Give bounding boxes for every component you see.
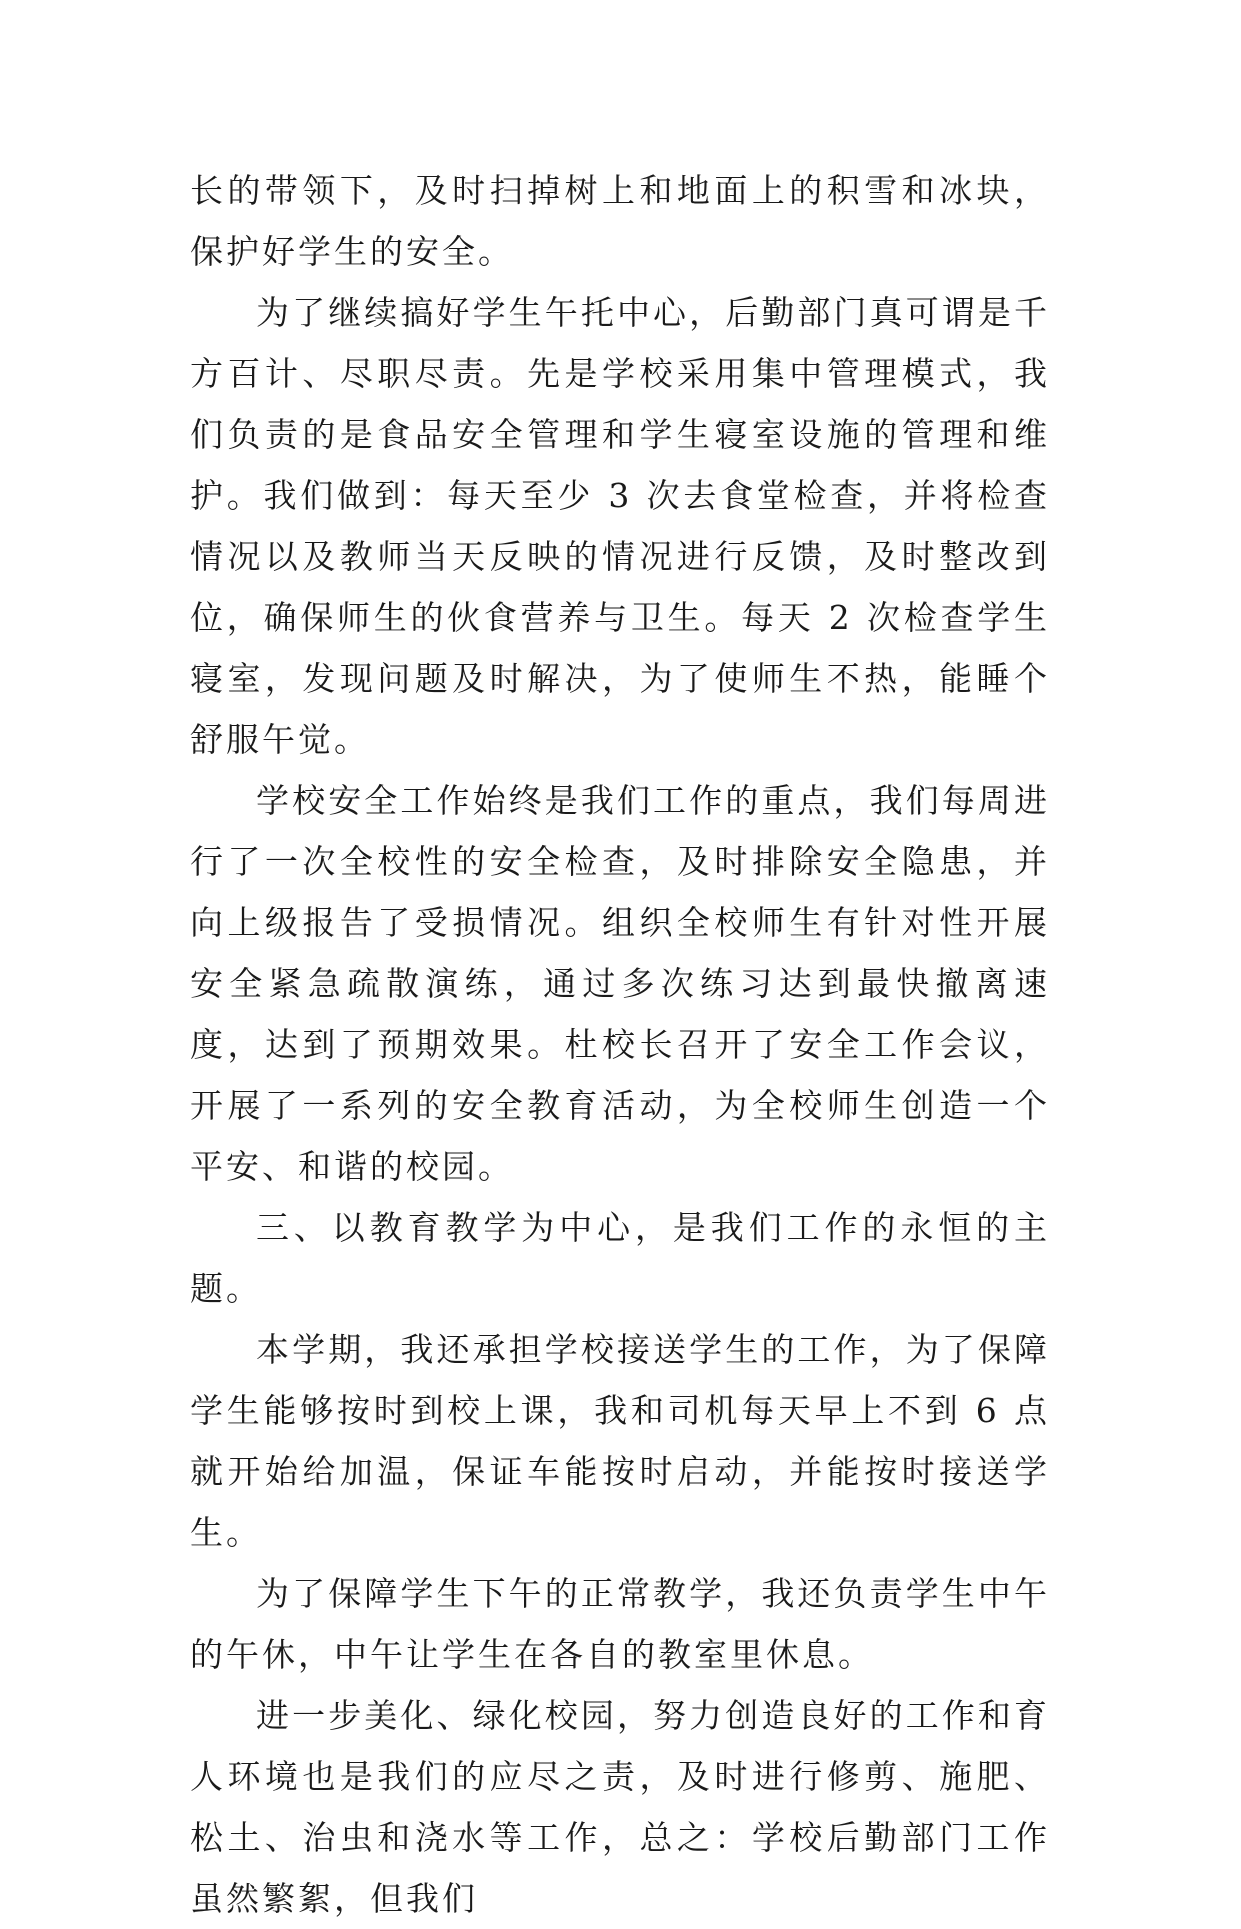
paragraph-5: 本学期，我还承担学校接送学生的工作，为了保障学生能够按时到校上课，我和司机每天早上不到 6 点就开始给加温，保证车能按时启动，并能按时接送学生。 — [190, 1330, 1050, 1552]
paragraph-4: 三、以教育教学为中心，是我们工作的永恒的主题。 — [190, 1208, 1050, 1308]
paragraph-7: 进一步美化、绿化校园，努力创造良好的工作和育人环境也是我们的应尽之责，及时进行修剪、施肥、松土、治虫和浇水等工作，总之：学校后勤部门工作虽然繁絮，但我们 — [190, 1696, 1050, 1918]
paragraph-3: 学校安全工作始终是我们工作的重点，我们每周进行了一次全校性的安全检查，及时排除安全隐患，并向上级报告了受损情况。组织全校师生有针对性开展安全紧急疏散演练，通过多次练习达到最快撤离速度，达到了预期效果。杜校长召开了安全工作会议，开展了一系列的安全教育活动，为全校师生创造一个平安、和谐的校园。 — [190, 781, 1050, 1186]
paragraph-1: 长的带领下，及时扫掉树上和地面上的积雪和冰块，保护好学生的安全。 — [190, 171, 1050, 271]
document-body — [190, 160, 1050, 1929]
paragraph-2: 为了继续搞好学生午托中心，后勤部门真可谓是千方百计、尽职尽责。先是学校采用集中管理模式，我们负责的是食品安全管理和学生寝室设施的管理和维护。我们做到：每天至少 3 次去食堂检查，并将检查情况以及教师当天反映的情况进行反馈，及时整改到位，确保师生的伙食营养与卫生。每天 2 次检查学生寝室，发现问题及时解决，为了使师生不热，能睡个舒服午觉。 — [190, 293, 1050, 759]
paragraph-6: 为了保障学生下午的正常教学，我还负责学生中午的午休，中午让学生在各自的教室里休息。 — [190, 1574, 1050, 1674]
